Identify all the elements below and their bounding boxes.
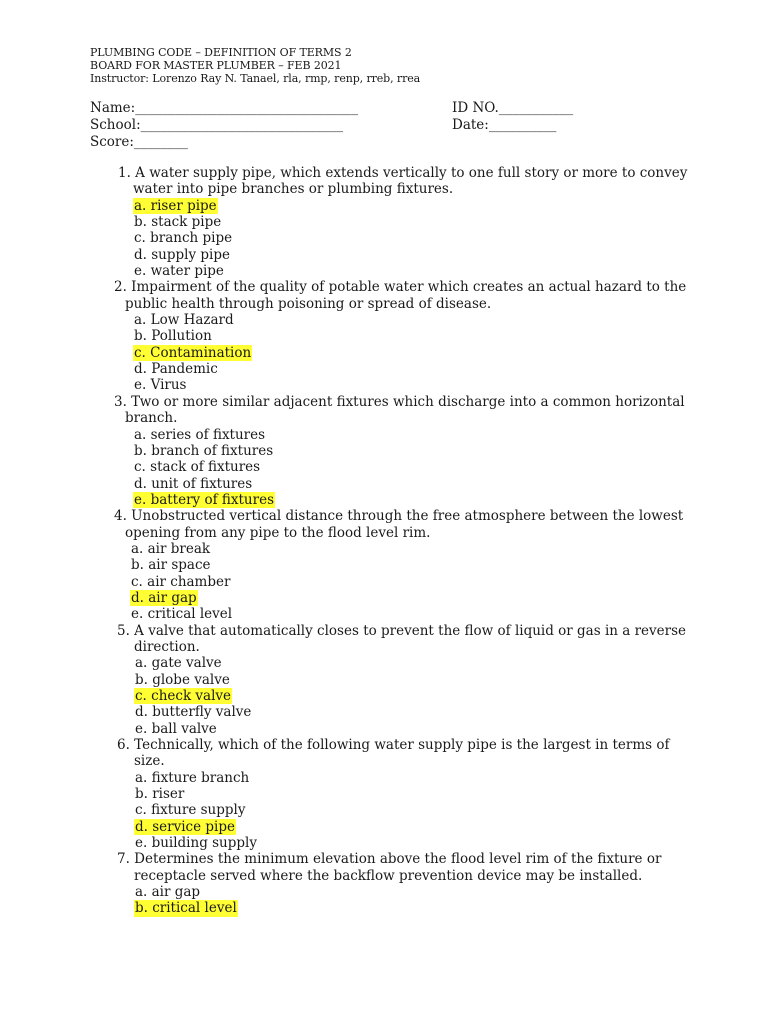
- correct-answer-highlight: a. riser pipe: [134, 197, 217, 214]
- answer-option-label: b. stack pipe: [134, 214, 222, 231]
- answer-option-label: e. building supply: [135, 835, 257, 852]
- question-stem-line: 6. Technically, which of the following water supply pipe is the largest in terms of: [117, 737, 670, 754]
- question-stem-line: receptacle served where the backflow prevention device may be installed.: [134, 867, 643, 884]
- answer-option-label: b. branch of fixtures: [134, 442, 274, 459]
- answer-option[interactable]: [0, 704, 768, 720]
- document-title: PLUMBING CODE – DEFINITION OF TERMS 2: [90, 46, 352, 59]
- answer-option[interactable]: [0, 900, 768, 916]
- answer-option-label: d. butterfly valve: [135, 704, 252, 721]
- answer-option[interactable]: [0, 476, 768, 492]
- answer-option-label: a. series of fixtures: [134, 426, 266, 443]
- instructor-line: Instructor: Lorenzo Ray N. Tanael, rla, rmp, renp, rreb, rrea: [90, 72, 421, 85]
- answer-option[interactable]: [0, 574, 768, 590]
- answer-option[interactable]: [0, 541, 768, 557]
- question-3: [0, 394, 768, 508]
- answer-option[interactable]: [0, 312, 768, 328]
- answer-option-label: c. branch pipe: [134, 230, 233, 247]
- question-4: [0, 508, 768, 622]
- question-list: [0, 165, 768, 917]
- question-stem-line: 1. A water supply pipe, which extends vertically to one full story or more to convey: [118, 165, 688, 181]
- answer-option[interactable]: [0, 819, 768, 835]
- document-subtitle: BOARD FOR MASTER PLUMBER – FEB 2021: [90, 59, 342, 72]
- score-field[interactable]: Score:________: [90, 134, 188, 150]
- answer-option-label: b. riser: [135, 786, 185, 803]
- question-stem-line: 2. Impairment of the quality of potable water which creates an actual hazard to the: [114, 279, 687, 296]
- answer-option[interactable]: [0, 214, 768, 230]
- answer-option[interactable]: [0, 606, 768, 622]
- answer-option[interactable]: [0, 786, 768, 802]
- document-header: [90, 46, 420, 85]
- info-row-1: [90, 100, 690, 117]
- answer-option[interactable]: [0, 835, 768, 851]
- id-field[interactable]: ID NO.___________: [452, 100, 574, 116]
- answer-option-label: d. unit of fixtures: [134, 475, 253, 492]
- answer-option[interactable]: [0, 557, 768, 573]
- question-stem-line: 7. Determines the minimum elevation above the flood level rim of the fixture or: [117, 851, 662, 868]
- answer-option[interactable]: [0, 263, 768, 279]
- answer-option[interactable]: [0, 230, 768, 246]
- answer-option-label: a. air gap: [135, 884, 201, 901]
- name-field[interactable]: Name:_________________________________: [90, 100, 358, 116]
- question-stem-line: 3. Two or more similar adjacent fixtures which discharge into a common horizontal: [114, 393, 685, 410]
- answer-option[interactable]: [0, 655, 768, 671]
- answer-option[interactable]: [0, 247, 768, 263]
- correct-answer-highlight: b. critical level: [135, 900, 237, 917]
- question-7: [0, 851, 768, 916]
- answer-option[interactable]: [0, 590, 768, 606]
- question-5: [0, 623, 768, 737]
- question-stem-line: direction.: [134, 638, 200, 655]
- answer-option[interactable]: [0, 198, 768, 214]
- answer-option-label: e. ball valve: [135, 720, 217, 737]
- school-field[interactable]: School:______________________________: [90, 117, 344, 133]
- answer-option[interactable]: [0, 688, 768, 704]
- answer-option[interactable]: [0, 345, 768, 361]
- answer-option-label: e. Virus: [134, 377, 187, 394]
- answer-option-label: a. air break: [131, 540, 211, 557]
- answer-option[interactable]: [0, 427, 768, 443]
- answer-option-label: e. water pipe: [134, 263, 224, 280]
- answer-option[interactable]: [0, 672, 768, 688]
- answer-option-label: c. air chamber: [131, 573, 231, 590]
- answer-option-label: a. fixture branch: [135, 769, 250, 786]
- answer-option-label: d. supply pipe: [134, 246, 230, 263]
- correct-answer-highlight: c. Contamination: [134, 344, 252, 361]
- question-2: [0, 279, 768, 393]
- question-1: [0, 165, 768, 279]
- answer-option[interactable]: [0, 802, 768, 818]
- correct-answer-highlight: c. check valve: [135, 688, 232, 704]
- answer-option-label: c. stack of fixtures: [134, 459, 261, 476]
- answer-option[interactable]: [0, 443, 768, 459]
- info-row-2: [90, 117, 690, 134]
- question-stem-line: public health through poisoning or spread of disease.: [125, 295, 492, 312]
- answer-option-label: a. gate valve: [135, 655, 222, 672]
- answer-option[interactable]: [0, 721, 768, 737]
- student-info: [90, 100, 690, 151]
- answer-option[interactable]: [0, 459, 768, 475]
- question-stem-line: 4. Unobstructed vertical distance through the free atmosphere between the lowest: [114, 508, 684, 525]
- answer-option[interactable]: [0, 770, 768, 786]
- answer-option-label: d. Pandemic: [134, 361, 218, 378]
- question-stem-line: water into pipe branches or plumbing fixtures.: [133, 181, 454, 198]
- question-6: [0, 737, 768, 851]
- correct-answer-highlight: e. battery of fixtures: [134, 491, 274, 508]
- answer-option-label: b. Pollution: [134, 328, 212, 345]
- answer-option-label: b. globe valve: [135, 671, 230, 688]
- answer-option[interactable]: [0, 377, 768, 393]
- date-field[interactable]: Date:__________: [452, 117, 557, 133]
- answer-option[interactable]: [0, 328, 768, 344]
- answer-option-label: e. critical level: [131, 606, 233, 623]
- info-row-3: [90, 134, 690, 151]
- answer-option[interactable]: [0, 884, 768, 900]
- answer-option[interactable]: [0, 361, 768, 377]
- question-stem-line: 5. A valve that automatically closes to prevent the flow of liquid or gas in a reverse: [117, 622, 687, 639]
- answer-option-label: c. fixture supply: [135, 802, 246, 819]
- correct-answer-highlight: d. air gap: [131, 589, 197, 606]
- correct-answer-highlight: d. service pipe: [135, 818, 235, 835]
- answer-option[interactable]: [0, 492, 768, 508]
- question-stem-line: opening from any pipe to the flood level rim.: [125, 524, 431, 541]
- question-stem-line: branch.: [125, 410, 178, 427]
- question-stem-line: size.: [134, 753, 165, 770]
- answer-option-label: b. air space: [131, 557, 211, 574]
- answer-option-label: a. Low Hazard: [134, 312, 234, 329]
